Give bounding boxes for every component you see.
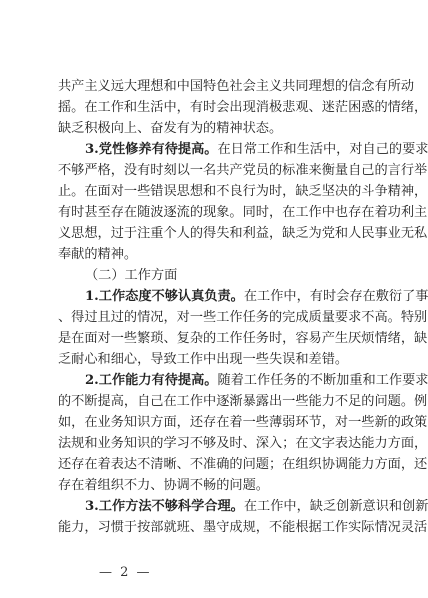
paragraph — [58, 370, 428, 496]
text-line: 乏耐心和细心，导致工作中出现一些失误和差错。 — [58, 352, 349, 367]
text-line — [58, 139, 428, 160]
text-line: 、得过且过的情况，对一些工作任务的完成质量要求不高。特别 — [58, 310, 428, 325]
paragraph — [58, 496, 428, 538]
section-heading — [58, 265, 366, 286]
text-line: 的不断提高，自己在工作中逐渐暴露出一些能力不足的问题。例 — [58, 394, 428, 409]
bold-heading: 3.党性修养有待提高。 — [85, 142, 218, 157]
text-line — [58, 286, 428, 307]
bold-heading: 1.工作态度不够认真负责。 — [85, 289, 244, 304]
line-text: 在日常工作和生活中，对自己的要求 — [217, 142, 428, 157]
bold-heading: 3.工作方法不够科学合理。 — [85, 499, 244, 514]
text-line: 如，在业务知识方面，还存在着一些薄弱环节，对一些新的政策 — [58, 415, 428, 430]
line-text: 在工作中，有时会存在敷衍了事 — [243, 289, 428, 304]
text-line: 止。在面对一些错误思想和不良行为时，缺乏坚决的斗争精神， — [58, 184, 428, 199]
line-text: 随着工作任务的不断加重和工作要求 — [217, 373, 428, 388]
paragraph — [58, 286, 428, 370]
text-line: 义思想，过于注重个人的得失和利益，缺乏为党和人民事业无私 — [58, 226, 428, 241]
line-text: 在工作中，缺乏创新意识和创新 — [243, 499, 428, 514]
text-line: 奉献的精神。 — [58, 247, 138, 262]
text-line: 共产主义远大理想和中国特色社会主义共同理想的信念有所动 — [58, 79, 415, 94]
text-line — [58, 370, 428, 391]
text-line: 不够严格，没有时刻以一名共产党员的标准来衡量自己的言行举 — [58, 163, 428, 178]
text-line: 摇。在工作和生活中，有时会出现消极悲观、迷茫困惑的情绪， — [58, 100, 428, 115]
text-line: 法规和业务知识的学习不够及时、深入；在文字表达能力方面， — [58, 436, 428, 451]
text-line: 能力，习惯于按部就班、墨守成规，不能根据工作实际情况灵活 — [58, 520, 428, 535]
paragraph — [58, 76, 428, 139]
document-body — [58, 76, 428, 538]
text-line: 有时甚至存在随波逐流的现象。同时，在工作中也存在着功利主 — [58, 205, 428, 220]
text-line: （二）工作方面 — [85, 268, 178, 283]
bold-heading: 2.工作能力有待提高。 — [85, 373, 218, 388]
text-line: 还存在着表达不清晰、不准确的问题；在组织协调能力方面，还 — [58, 457, 428, 472]
text-line: 缺乏积极向上、奋发有为的精神状态。 — [58, 121, 283, 136]
text-line: 存在着组织不力、协调不畅的问题。 — [58, 478, 269, 493]
paragraph — [58, 139, 428, 265]
text-line — [58, 496, 428, 517]
text-line: 是在面对一些繁琐、复杂的工作任务时，容易产生厌烦情绪，缺 — [58, 331, 428, 346]
page-number: — 2 — — [99, 565, 152, 580]
